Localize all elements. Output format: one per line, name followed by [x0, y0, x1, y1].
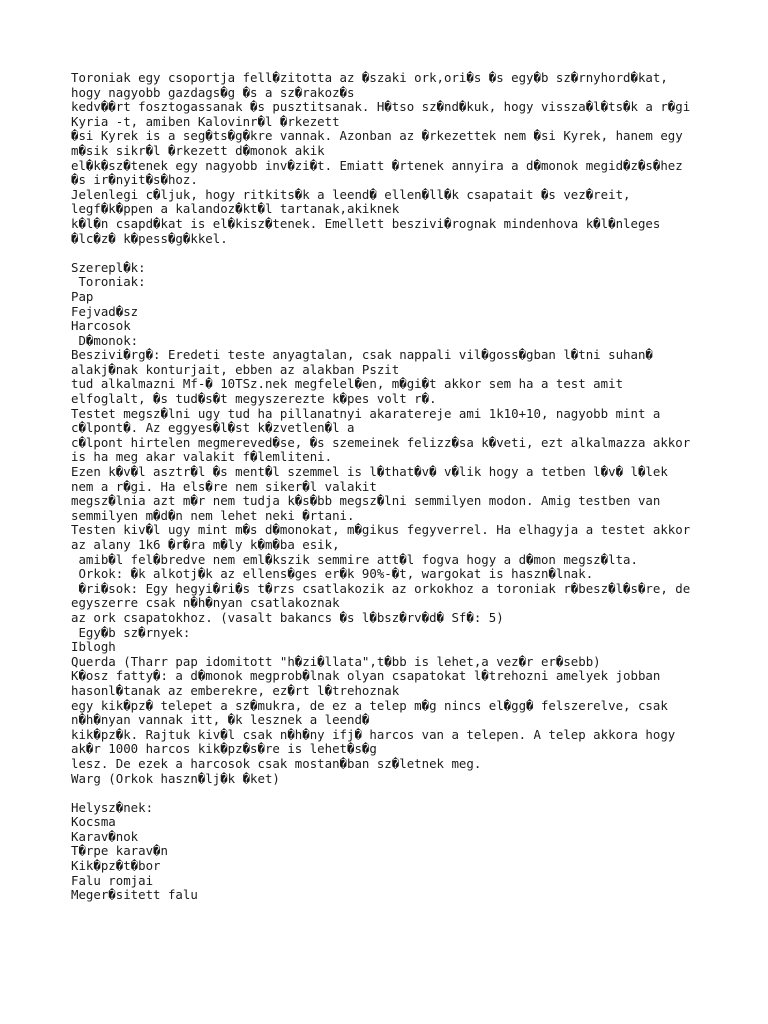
text-line: Toroniak egy csoportja fell�zitotta az �szaki ork,ori�s �s egy�b sz�rnyhord�kat, [71, 70, 668, 85]
text-line: Szerepl�k: [71, 259, 146, 275]
text-line: Kik�pz�t�bor [71, 858, 161, 874]
text-line: Fejvad�sz [71, 303, 139, 319]
text-line: tud alkalmazni Mf-� 10TSz.nek megfelel�en, m�gi�t akkor sem ha a test amit [71, 376, 624, 392]
text-line: hasonl�tanak az emberekre, ez�rt l�trehoznak [71, 682, 400, 698]
text-line: egyszerre csak n�h�nyan csatlakoznak [71, 595, 340, 611]
text-line: Pap [71, 288, 94, 304]
text-line: az alany 1k6 �r�ra m�ly k�m�ba esik, [71, 537, 340, 552]
text-line: Kocsma [71, 814, 116, 830]
text-line: is ha meg akar valakit f�lemliteni. [71, 449, 333, 465]
document-body [71, 71, 721, 903]
text-line: �lc�z� k�pess�g�kkel. [71, 230, 228, 246]
text-line: amib�l fel�bredve nem eml�kszik semmire att�l fogva hogy a d�mon megsz�lta. [71, 551, 638, 567]
text-line: Egy�b sz�rnyek: [71, 624, 191, 640]
text-line: elfoglalt, �s tud�s�t megyszerezte k�pes volt r�. [71, 391, 437, 407]
text-line: semmilyen m�d�n nem lehet neki �rtani. [71, 507, 355, 523]
text-line: hogy nagyobb gazdags�g �s a sz�rakoz�s [71, 84, 355, 100]
text-line: Kyria -t, amiben Kalovinr�l �rkezett [71, 113, 340, 129]
text-line: c�lpont hirtelen megmereved�se, �s szemeinek felizz�sa k�veti, ezt alkalmazza akkor [71, 434, 691, 450]
text-line: ak�r 1000 harcos kik�pz�s�re is lehet�s�g [71, 741, 377, 757]
text-line: Warg (Orkok haszn�lj�k �ket) [71, 770, 280, 786]
text-line: Orkok: �k alkotj�k az ellens�ges er�k 90%-�t, wargokat is haszn�lnak. [71, 566, 594, 582]
text-line: egy kik�pz� telepet a sz�mukra, de ez a telep m�g nincs el�gg� felszerelve, csak [71, 697, 668, 713]
text-line: Beszivi�rg�: Eredeti teste anyagtalan, csak nappali vil�goss�gban l�tni suhan� [71, 347, 653, 363]
text-line: D�monok: [71, 332, 139, 348]
blank-line [71, 246, 721, 261]
text-line: legf�k�ppen a kalandoz�kt�l tartanak,akiknek [71, 201, 400, 217]
text-line: kik�pz�k. Rajtuk kiv�l csak n�h�ny ifj� harcos van a telepen. A telep akkora hogy [71, 726, 676, 742]
text-line: Falu romjai [71, 872, 154, 888]
text-line: n�h�nyan vannak itt, �k lesznek a leend� [71, 712, 370, 728]
text-line: K�osz fatty�: a d�monok megprob�lnak olyan csapatokat l�trehozni amelyek jobban [71, 668, 661, 684]
text-line: alakj�nak konturjait, ebben az alakban Pszit [71, 361, 400, 377]
text-line: �ri�sok: Egy hegyi�ri�s t�rzs csatlakozik az orkokhoz a toroniak r�besz�l�s�re, de [71, 580, 691, 596]
text-line: nem a r�gi. Ha els�re nem siker�l valakit [71, 478, 377, 494]
text-line: Ezen k�v�l asztr�l �s ment�l szemmel is l�that�v� v�lik hogy a tetben l�v� l�lek [71, 464, 668, 480]
text-line: Iblogh [71, 639, 116, 655]
text-line: m�sik sikr�l �rkezett d�monok akik [71, 142, 325, 158]
text-line: lesz. De ezek a harcosok csak mostan�ban sz�letnek meg. [71, 755, 482, 771]
text-line: el�k�sz�tenek egy nagyobb inv�zi�t. Emiatt �rtenek annyira a d�monok megid�z�s�hez [71, 157, 683, 173]
text-line: Helysz�nek: [71, 799, 154, 815]
text-line: Jelenlegi c�ljuk, hogy ritkits�k a leend� ellen�ll�k csapatait �s vez�reit, [71, 186, 631, 202]
blank-line [71, 786, 721, 801]
text-line: Querda (Tharr pap idomitott "h�zi�llata",t�bb is lehet,a vez�r er�sebb) [71, 653, 601, 669]
text-line: Toroniak: [71, 274, 146, 290]
text-line: kedv��rt fosztogassanak �s pusztitsanak. H�tso sz�nd�kuk, hogy vissza�l�ts�k a r�gi [71, 99, 691, 115]
text-line: az ork csapatokhoz. (vasalt bakancs �s l�bsz�rv�d� Sf�: 5) [71, 609, 504, 625]
text-line: �s ir�nyit�s�hoz. [71, 172, 198, 188]
text-line: Testen kiv�l ugy mint m�s d�monokat, m�gikus fegyverrel. Ha elhagyja a testet akkor [71, 522, 691, 538]
text-line: Karav�nok [71, 828, 139, 844]
text-line: �si Kyrek is a seg�ts�g�kre vannak. Azonban az �rkezettek nem �si Kyrek, hanem egy [71, 128, 683, 144]
text-line: Harcosok [71, 318, 131, 334]
text-line: Meger�sitett falu [71, 887, 198, 903]
text-line: k�l�n csapd�kat is el�kisz�tenek. Emellett beszivi�rognak mindenhova k�l�nleges [71, 215, 661, 231]
text-line: c�lpont�. Az eggyes�l�st k�zvetlen�l a [71, 420, 355, 436]
text-line: megsz�lnia azt m�r nem tudja k�s�bb megsz�lni semmilyen modon. Amig testben van [71, 493, 661, 509]
text-line: T�rpe karav�n [71, 843, 168, 859]
text-line: Testet megsz�lni ugy tud ha pillanatnyi akaratereje ami 1k10+10, nagyobb mint a [71, 405, 661, 421]
